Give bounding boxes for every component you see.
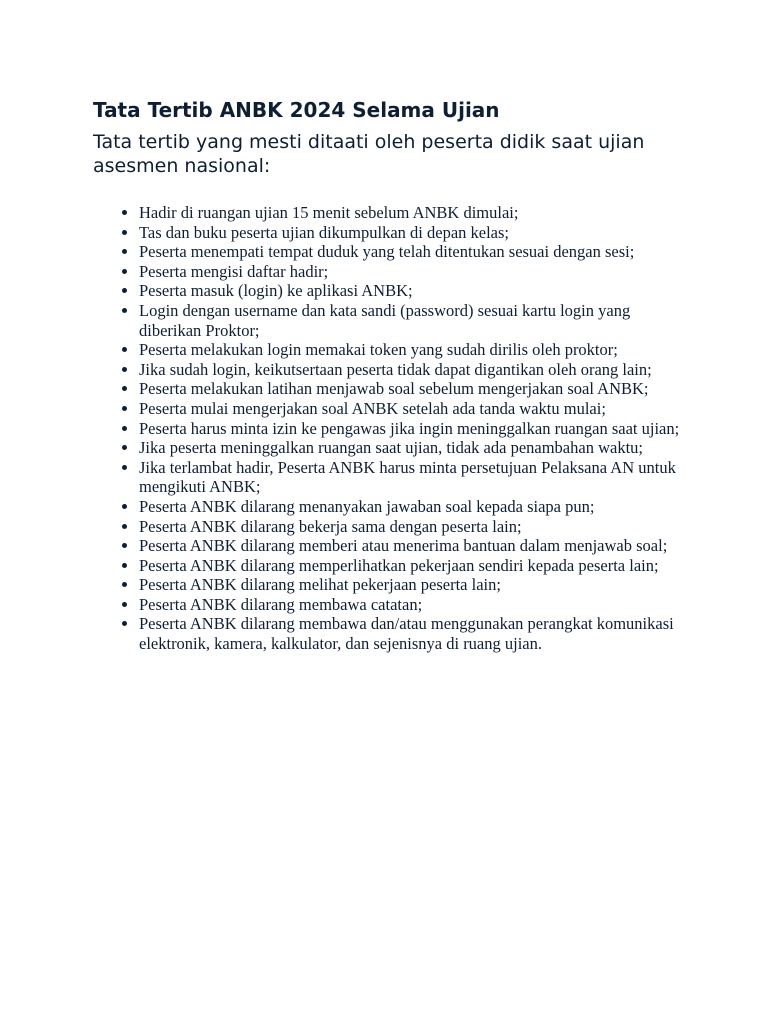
list-item: • Peserta harus minta izin ke pengawas jika ingin meninggalkan ruangan saat ujian; (139, 419, 683, 439)
list-item: • Hadir di ruangan ujian 15 menit sebelum ANBK dimulai; (139, 203, 683, 223)
document-page (93, 96, 683, 654)
list-item: • Peserta ANBK dilarang memperlihatkan pekerjaan sendiri kepada peserta lain; (139, 556, 683, 576)
list-item: • Jika terlambat hadir, Peserta ANBK harus minta persetujuan Pelaksana AN untuk mengikuti ANBK; (139, 458, 683, 497)
list-item: • Peserta ANBK dilarang bekerja sama dengan peserta lain; (139, 517, 683, 537)
rules-list (93, 203, 683, 654)
list-item: • Peserta menempati tempat duduk yang telah ditentukan sesuai dengan sesi; (139, 242, 683, 262)
list-item: • Login dengan username dan kata sandi (password) sesuai kartu login yang diberikan Proktor; (139, 301, 683, 340)
list-item: • Peserta ANBK dilarang memberi atau menerima bantuan dalam menjawab soal; (139, 536, 683, 556)
list-item: • Peserta masuk (login) ke aplikasi ANBK; (139, 281, 683, 301)
list-item: • Peserta ANBK dilarang membawa dan/atau menggunakan perangkat komunikasi elektronik, kamera, kalkulator, dan sejenisnya di ruang ujian. (139, 614, 683, 653)
list-item: • Peserta ANBK dilarang melihat pekerjaan peserta lain; (139, 575, 683, 595)
list-item: • Jika peserta meninggalkan ruangan saat ujian, tidak ada penambahan waktu; (139, 438, 683, 458)
list-item: • Jika sudah login, keikutsertaan peserta tidak dapat digantikan oleh orang lain; (139, 360, 683, 380)
page-subtitle: Tata tertib yang mesti ditaati oleh peserta didik saat ujian asesmen nasional: (93, 131, 645, 177)
list-item: • Tas dan buku peserta ujian dikumpulkan di depan kelas; (139, 223, 683, 243)
list-item: • Peserta ANBK dilarang membawa catatan; (139, 595, 683, 615)
list-item: • Peserta mulai mengerjakan soal ANBK setelah ada tanda waktu mulai; (139, 399, 683, 419)
list-item: • Peserta melakukan latihan menjawab soal sebelum mengerjakan soal ANBK; (139, 379, 683, 399)
list-item: • Peserta ANBK dilarang menanyakan jawaban soal kepada siapa pun; (139, 497, 683, 517)
list-item: • Peserta melakukan login memakai token yang sudah dirilis oleh proktor; (139, 340, 683, 360)
list-item: • Peserta mengisi daftar hadir; (139, 262, 683, 282)
page-title: Tata Tertib ANBK 2024 Selama Ujian (93, 98, 500, 122)
